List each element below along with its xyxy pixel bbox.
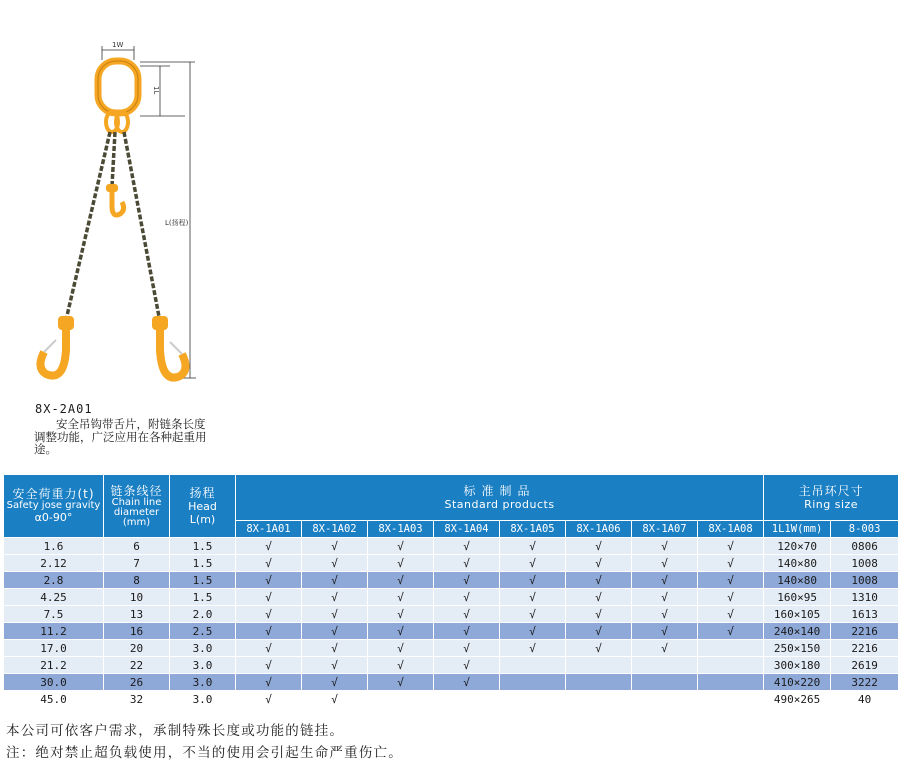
table-row — [4, 589, 899, 606]
ring-size-cell: 120×70 — [764, 538, 831, 555]
availability-cell: √ — [368, 606, 434, 623]
diameter-cell: 26 — [104, 674, 170, 691]
load-cell: 17.0 — [4, 640, 104, 657]
availability-cell: √ — [302, 623, 368, 640]
availability-cell: √ — [434, 657, 500, 674]
header-ring-size: 主吊环尺寸 Ring size — [764, 475, 899, 521]
ring-code-cell: 1008 — [831, 572, 899, 589]
shortening-hook — [106, 184, 124, 215]
ring-size-cell: 410×220 — [764, 674, 831, 691]
load-cell: 2.8 — [4, 572, 104, 589]
chain-legs — [66, 132, 160, 322]
header-diameter: 链条线径 Chain line diameter (mm) — [104, 475, 170, 538]
availability-cell: √ — [500, 555, 566, 572]
availability-cell: √ — [302, 606, 368, 623]
ring-size-cell: 300×180 — [764, 657, 831, 674]
right-safety-hook — [152, 316, 186, 378]
availability-cell: √ — [302, 572, 368, 589]
load-cell: 4.25 — [4, 589, 104, 606]
master-ring — [98, 61, 138, 113]
header-head: 扬程 Head L(m) — [170, 475, 236, 538]
diameter-cell: 10 — [104, 589, 170, 606]
availability-cell: √ — [302, 589, 368, 606]
availability-cell: √ — [434, 589, 500, 606]
head-cell: 1.5 — [170, 572, 236, 589]
ring-code-cell: 2216 — [831, 623, 899, 640]
table-row — [4, 691, 899, 708]
availability-cell: √ — [236, 572, 302, 589]
availability-cell: √ — [566, 606, 632, 623]
availability-cell: √ — [236, 589, 302, 606]
ring-code-cell: 1613 — [831, 606, 899, 623]
diameter-cell: 16 — [104, 623, 170, 640]
ring-size-cell: 140×80 — [764, 572, 831, 589]
availability-cell: √ — [368, 555, 434, 572]
product-column-header: 8X-1A01 — [236, 521, 302, 538]
availability-cell: √ — [368, 538, 434, 555]
load-cell: 2.12 — [4, 555, 104, 572]
availability-cell: √ — [698, 589, 764, 606]
table-row — [4, 657, 899, 674]
availability-cell: √ — [698, 555, 764, 572]
connector-links — [106, 112, 128, 132]
load-cell: 30.0 — [4, 674, 104, 691]
availability-cell: √ — [368, 572, 434, 589]
table-row — [4, 555, 899, 572]
chain-sling-illustration — [0, 0, 240, 400]
availability-cell: √ — [434, 623, 500, 640]
availability-cell — [368, 691, 434, 708]
head-cell: 1.5 — [170, 589, 236, 606]
ring-size-cell: 140×80 — [764, 555, 831, 572]
availability-cell: √ — [566, 555, 632, 572]
availability-cell — [500, 691, 566, 708]
availability-cell: √ — [632, 606, 698, 623]
product-column-header: 8X-1A02 — [302, 521, 368, 538]
head-cell: 1.5 — [170, 538, 236, 555]
availability-cell: √ — [236, 623, 302, 640]
availability-cell: √ — [566, 572, 632, 589]
ring-code-cell: 40 — [831, 691, 899, 708]
head-cell: 1.5 — [170, 555, 236, 572]
diameter-cell: 20 — [104, 640, 170, 657]
custom-order-note: 本公司可依客户需求，承制特殊长度或功能的链挂。 — [6, 723, 345, 739]
availability-cell: √ — [434, 572, 500, 589]
availability-cell: √ — [632, 640, 698, 657]
availability-cell — [698, 657, 764, 674]
ring-code-cell: 3222 — [831, 674, 899, 691]
availability-cell: √ — [368, 674, 434, 691]
availability-cell: √ — [302, 691, 368, 708]
availability-cell: √ — [302, 674, 368, 691]
availability-cell: √ — [368, 640, 434, 657]
availability-cell: √ — [302, 657, 368, 674]
diameter-cell: 22 — [104, 657, 170, 674]
table-row — [4, 640, 899, 657]
diameter-cell: 8 — [104, 572, 170, 589]
width-dimension-label: 1W — [112, 41, 124, 49]
availability-cell: √ — [236, 657, 302, 674]
availability-cell: √ — [368, 657, 434, 674]
availability-cell — [632, 691, 698, 708]
availability-cell: √ — [434, 538, 500, 555]
ring-size-cell: 240×140 — [764, 623, 831, 640]
availability-cell: √ — [236, 640, 302, 657]
product-column-header: 8X-1A03 — [368, 521, 434, 538]
availability-cell: √ — [434, 555, 500, 572]
availability-cell: √ — [632, 572, 698, 589]
ring-size-cell: 250×150 — [764, 640, 831, 657]
availability-cell: √ — [500, 572, 566, 589]
availability-cell: √ — [302, 555, 368, 572]
product-column-header: 8X-1A08 — [698, 521, 764, 538]
availability-cell: √ — [236, 606, 302, 623]
product-column-header: 8X-1A04 — [434, 521, 500, 538]
availability-cell: √ — [566, 623, 632, 640]
ring-column-header: 1L1W(mm) — [764, 521, 831, 538]
availability-cell: √ — [236, 538, 302, 555]
diameter-cell: 32 — [104, 691, 170, 708]
availability-cell — [632, 674, 698, 691]
safety-warning-note: 注：绝对禁止超负载使用，不当的使用会引起生命严重伤亡。 — [6, 745, 403, 761]
head-cell: 3.0 — [170, 657, 236, 674]
availability-cell: √ — [434, 674, 500, 691]
ring-code-cell: 2216 — [831, 640, 899, 657]
availability-cell: √ — [632, 555, 698, 572]
availability-cell — [566, 691, 632, 708]
availability-cell: √ — [698, 623, 764, 640]
length-dimension-label: 1L — [152, 86, 160, 95]
product-code: 8X-2A01 — [35, 402, 93, 416]
head-cell: 2.0 — [170, 606, 236, 623]
head-cell: 3.0 — [170, 674, 236, 691]
availability-cell: √ — [302, 640, 368, 657]
table-row — [4, 674, 899, 691]
left-safety-hook — [40, 316, 74, 376]
availability-cell — [566, 657, 632, 674]
availability-cell: √ — [236, 555, 302, 572]
availability-cell: √ — [500, 538, 566, 555]
availability-cell — [434, 691, 500, 708]
product-column-header: 8X-1A06 — [566, 521, 632, 538]
diameter-cell: 13 — [104, 606, 170, 623]
availability-cell: √ — [632, 538, 698, 555]
availability-cell: √ — [500, 606, 566, 623]
length-dimension — [140, 66, 185, 116]
load-cell: 7.5 — [4, 606, 104, 623]
ring-code-cell: 1310 — [831, 589, 899, 606]
load-cell: 1.6 — [4, 538, 104, 555]
availability-cell: √ — [368, 589, 434, 606]
availability-cell: √ — [236, 691, 302, 708]
spec-table — [3, 474, 899, 708]
table-row — [4, 538, 899, 555]
ring-column-header: 8-003 — [831, 521, 899, 538]
ring-code-cell: 0806 — [831, 538, 899, 555]
load-cell: 45.0 — [4, 691, 104, 708]
ring-code-cell: 1008 — [831, 555, 899, 572]
availability-cell: √ — [698, 538, 764, 555]
availability-cell: √ — [566, 538, 632, 555]
availability-cell: √ — [632, 623, 698, 640]
availability-cell: √ — [698, 572, 764, 589]
availability-cell: √ — [368, 623, 434, 640]
table-row — [4, 572, 899, 589]
header-standard-products: 标准制品 Standard products — [236, 475, 764, 521]
availability-cell: √ — [500, 589, 566, 606]
product-description: 安全吊钩带舌片，附链条长度调整功能，广泛应用在各种起重用途。 — [34, 417, 207, 456]
ring-size-cell: 160×95 — [764, 589, 831, 606]
table-row — [4, 623, 899, 640]
load-cell: 11.2 — [4, 623, 104, 640]
availability-cell: √ — [302, 538, 368, 555]
lift-dimension-label: L(扬程) — [165, 219, 189, 227]
availability-cell — [698, 640, 764, 657]
availability-cell: √ — [500, 623, 566, 640]
head-cell: 2.5 — [170, 623, 236, 640]
spec-table-body — [4, 538, 899, 708]
availability-cell — [500, 674, 566, 691]
product-column-header: 8X-1A05 — [500, 521, 566, 538]
load-cell: 21.2 — [4, 657, 104, 674]
ring-code-cell: 2619 — [831, 657, 899, 674]
availability-cell: √ — [698, 606, 764, 623]
table-row — [4, 606, 899, 623]
availability-cell — [698, 674, 764, 691]
availability-cell: √ — [500, 640, 566, 657]
availability-cell: √ — [566, 640, 632, 657]
availability-cell — [698, 691, 764, 708]
product-column-header: 8X-1A07 — [632, 521, 698, 538]
availability-cell — [500, 657, 566, 674]
ring-size-cell: 490×265 — [764, 691, 831, 708]
availability-cell: √ — [434, 640, 500, 657]
head-cell: 3.0 — [170, 640, 236, 657]
head-cell: 3.0 — [170, 691, 236, 708]
ring-size-cell: 160×105 — [764, 606, 831, 623]
availability-cell: √ — [236, 674, 302, 691]
availability-cell: √ — [632, 589, 698, 606]
availability-cell — [632, 657, 698, 674]
availability-cell: √ — [566, 589, 632, 606]
diameter-cell: 7 — [104, 555, 170, 572]
diameter-cell: 6 — [104, 538, 170, 555]
availability-cell — [566, 674, 632, 691]
availability-cell: √ — [434, 606, 500, 623]
header-load: 安全荷重力(t) Safety jose gravity α0-90° — [4, 475, 104, 538]
